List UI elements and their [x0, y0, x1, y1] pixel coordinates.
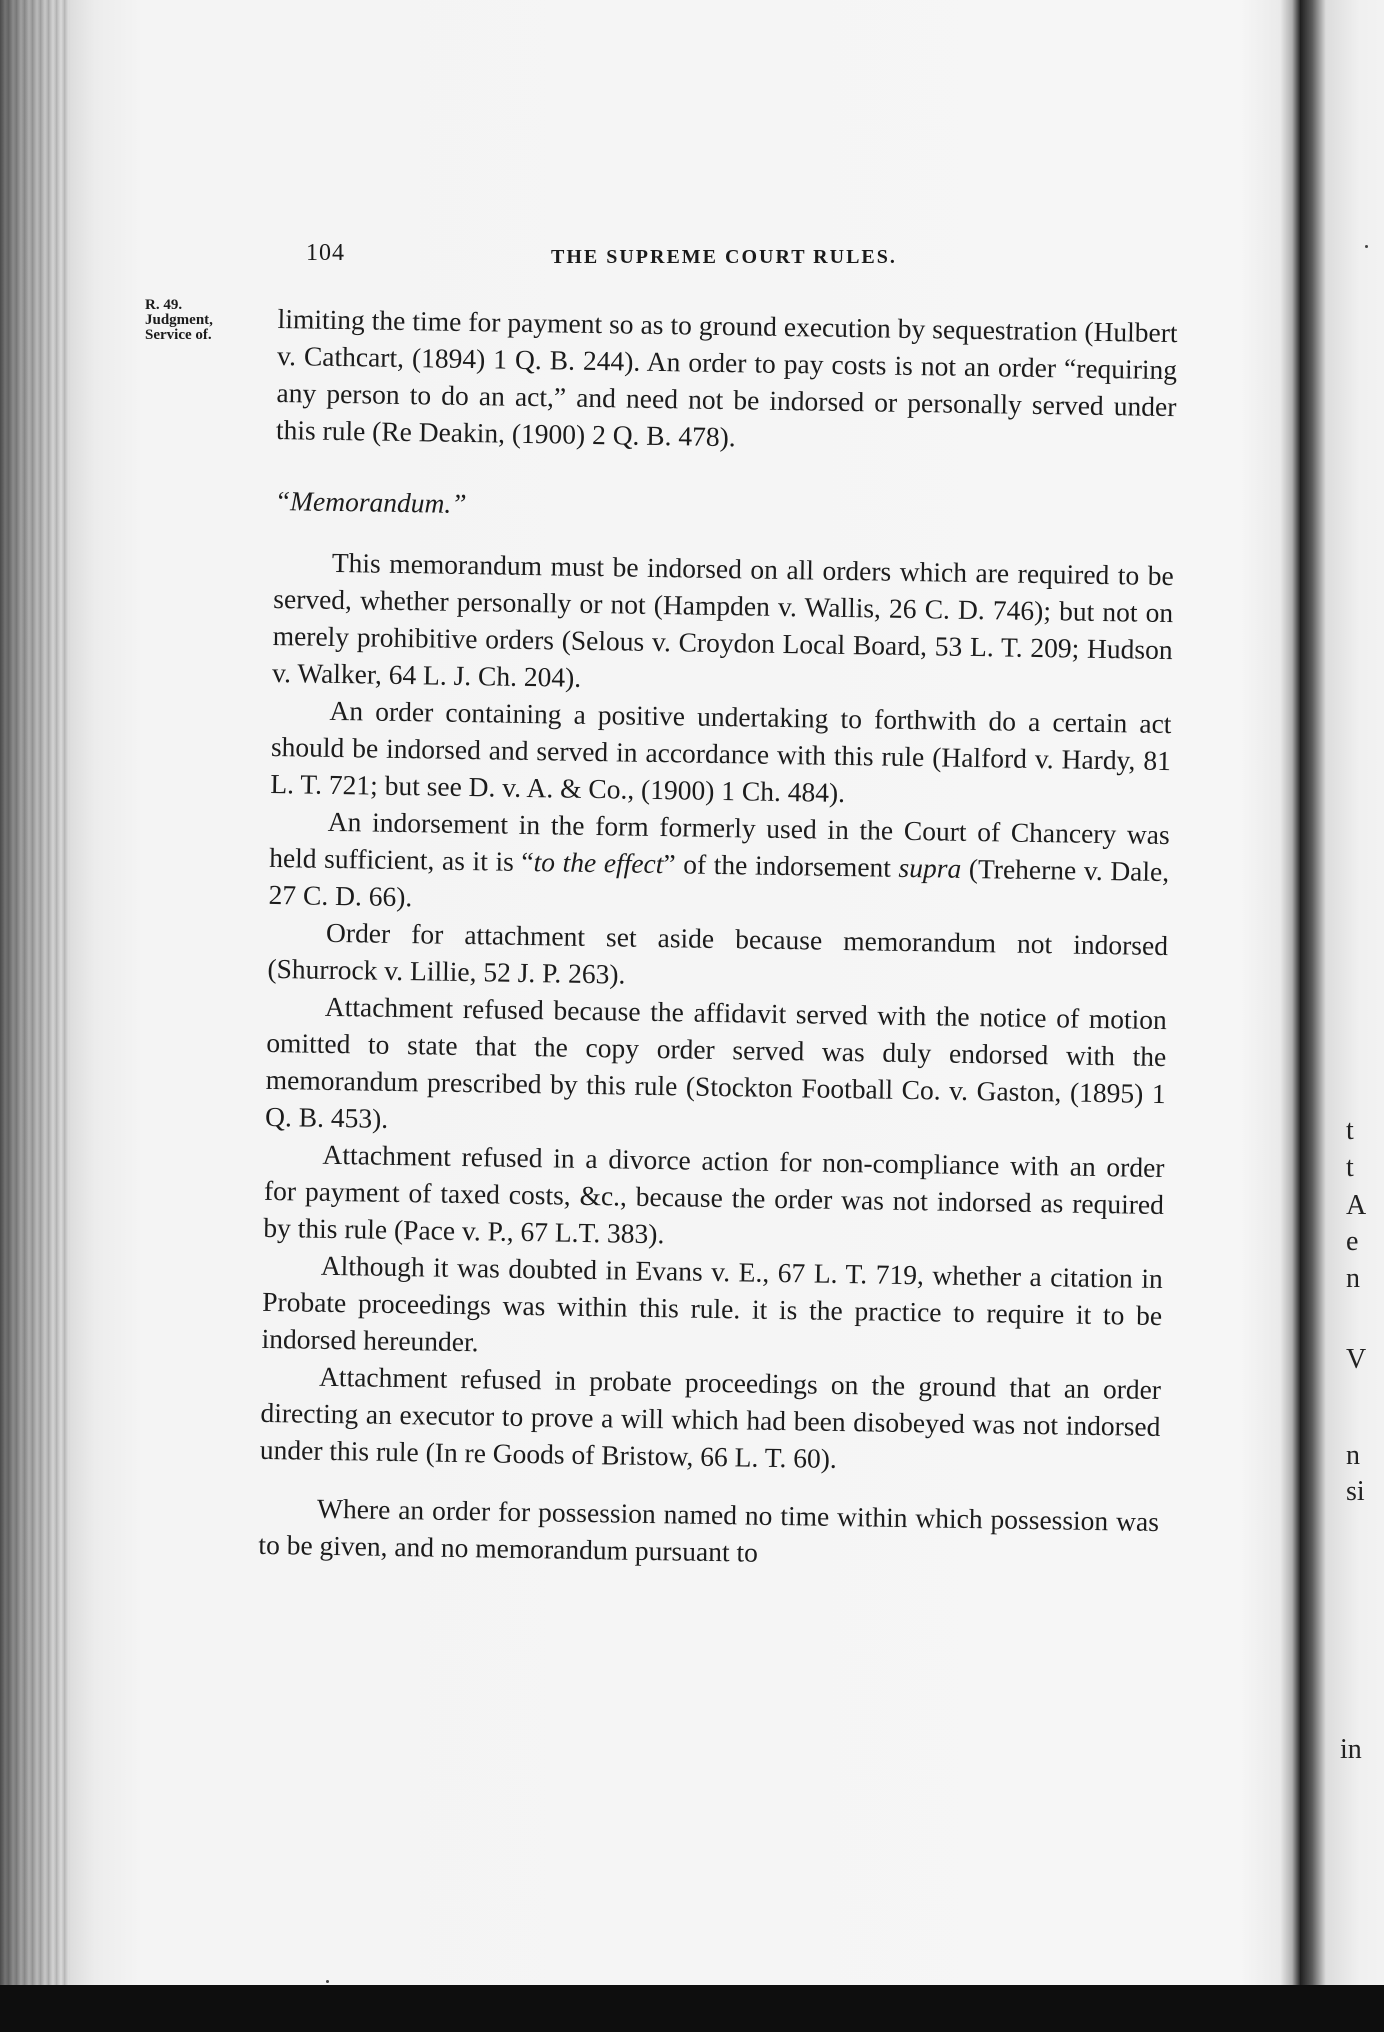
margin-sidenote: [145, 298, 270, 343]
facing-page-edge: [1300, 0, 1384, 1985]
facing-page-fragment: t: [1346, 1152, 1354, 1183]
paragraph: Although it was doubted in Evans v. E., 67 L. T. 719, whether a citation in Probate proceedings was within this rule. it is the practice to require it to be indorsed hereunder.: [261, 1249, 1163, 1358]
book-spine: [0, 0, 70, 1985]
sidenote-rule: R. 49.: [145, 297, 183, 313]
italic-text: supra: [898, 851, 962, 884]
facing-page-fragment: t: [1346, 1115, 1354, 1146]
sidenote-line: Judgment,: [145, 312, 213, 328]
running-title: THE SUPREME COURT RULES.: [551, 246, 897, 268]
facing-page-fragment: in: [1340, 1734, 1362, 1765]
paragraph: Attachment refused in probate proceedings on the ground that an order directing an executor to prove a will which had been disobeyed was not indorsed under this rule (In re Goods of Bristow, 66 L. T. 60).: [259, 1360, 1162, 1474]
page-number: 104: [306, 240, 345, 266]
italic-text: to the effect: [533, 846, 664, 880]
scan-speck: [326, 1980, 329, 1983]
facing-page-fragment: si: [1346, 1476, 1365, 1507]
sidenote-line: Service of.: [145, 327, 212, 343]
paragraph: This memorandum must be indorsed on all orders which are required to be served, whether personally or not (Hampden v. Wallis, 26 C. D. 746); but not on merely prohibitive orders (Selous v. Croydon Local Board, 53 L. T. 209; Hudson v. Walker, 64 L. J. Ch. 204).: [271, 546, 1175, 693]
running-head: [306, 240, 1206, 280]
facing-page-fragment: V: [1346, 1344, 1367, 1375]
facing-page-fragment: n: [1346, 1263, 1360, 1294]
paragraph: An order containing a positive undertaking to forthwith do a certain act should be indorsed and served in accordance with this rule (Halford v. Hardy, 81 L. T. 721; but see D. v. A. & Co., (1900) 1 Ch. 484).: [270, 694, 1172, 808]
scan-border: [0, 1985, 1384, 2032]
paragraph: Where an order for possession named no time within which possession was to be given, and no memorandum pursuant to: [258, 1492, 1160, 1568]
paragraph: [268, 802, 1170, 927]
paragraph: limiting the time for payment so as to ground execution by sequestration (Hulbert v. Cathcart, (1894) 1 Q. B. 244). An order to pay costs is not an order “requiring any person to do an act,” and need not be indorsed or personally served under this rule (Re Deakin, (1900) 2 Q. B. 478).: [275, 302, 1178, 453]
facing-page-fragment: A: [1346, 1190, 1367, 1221]
text-run: (Treherne v. Dale, 27 C. D. 66).: [268, 852, 1170, 913]
paragraph: Attachment refused in a divorce action for non-compliance with an order for payment of taxed costs, &c., because the order was not indorsed as required by this rule (Pace v. P., 67 L.T. 383).: [263, 1138, 1165, 1250]
scan-speck: [1365, 245, 1368, 248]
text-run: ” of the indorsement: [663, 848, 899, 883]
facing-page-fragment: e: [1346, 1226, 1359, 1257]
text-run: An indorsement in the form formerly used in the Court of Chancery was held sufficient, as it is “: [268, 805, 1170, 878]
body-text: [258, 300, 1178, 1577]
facing-page-fragment: n: [1346, 1440, 1360, 1471]
paragraph: Order for attachment set aside because memorandum not indorsed (Shurrock v. Lillie, 52 J. P. 263).: [267, 916, 1169, 990]
paragraph: Attachment refused because the affidavit served with the notice of motion omitted to state that the copy order served was duly endorsed with the memorandum prescribed by this rule (Stockton Football Co. v. Gaston, (1895) 1 Q. B. 453).: [264, 990, 1168, 1134]
section-heading: “Memorandum.”: [274, 484, 467, 519]
